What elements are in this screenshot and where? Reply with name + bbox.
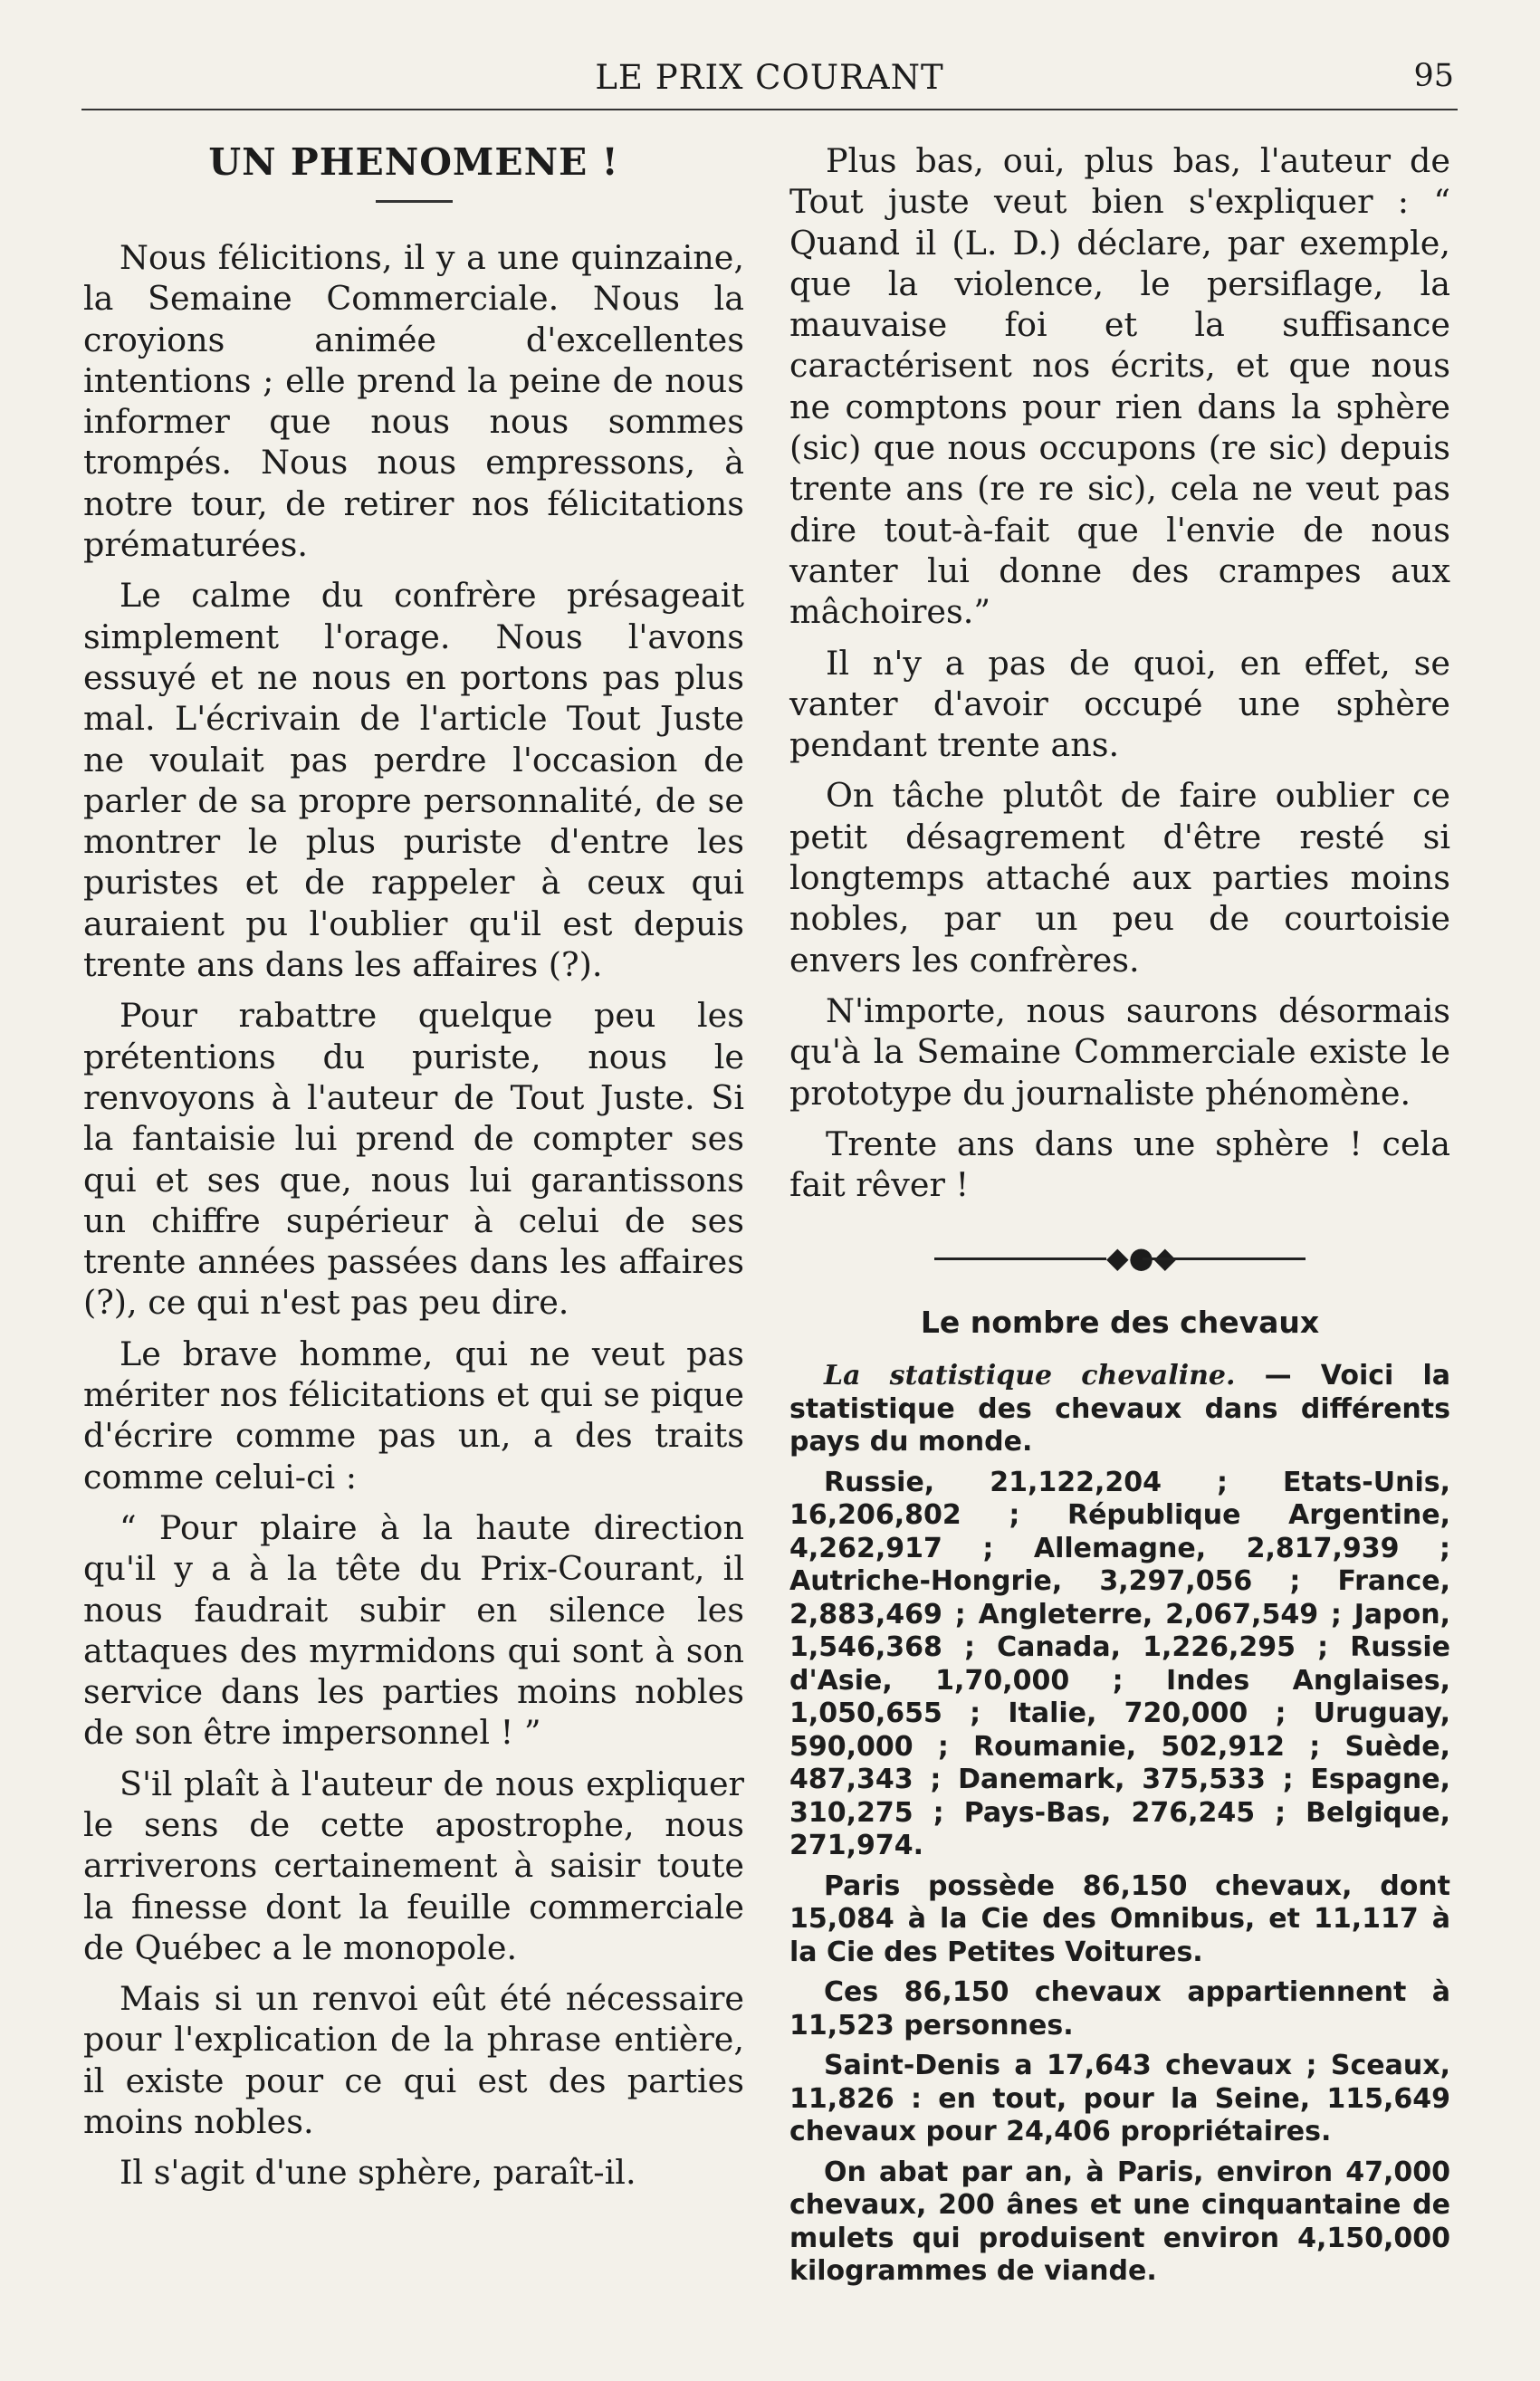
article-paragraph: Nous félicitions, il y a une quinzaine, la Semaine Commerciale. Nous la croyions animée d'excellentes intentions ; elle prend la peine de nous informer que nous nous sommes trompés. Nous nous empressons, à notre tour, de retirer nos félicitations prématurées. bbox=[83, 238, 744, 565]
article-paragraph: On tâche plutôt de faire oublier ce petit désagrement d'être resté si longtemps attaché aux parties moins nobles, par un peu de courtoisie envers les confrères. bbox=[789, 776, 1450, 980]
article-paragraph: S'il plaît à l'auteur de nous expliquer le sens de cette apostrophe, nous arriverons certainement à saisir toute la finesse dont la feuille commerciale de Québec a le monopole. bbox=[83, 1764, 744, 1967]
article-paragraph: Plus bas, oui, plus bas, l'auteur de Tout juste veut bien s'expliquer : “ Quand il (L. D.) déclare, par exemple, que la violence, le persiflage, la mauvaise foi et la suffisance caractérisent nos écrits, et que nous ne comptons pour rien dans la sphère (sic) que nous occupons (re sic) depuis trente ans (re re sic), cela ne veut pas dire tout-à-fait que l'envie de nous vanter lui donne des crampes aux mâchoires.” bbox=[789, 141, 1450, 632]
section-paragraph bbox=[789, 1360, 1450, 1459]
divider-rule-right bbox=[1143, 1257, 1306, 1260]
article-paragraph: Il s'agit d'une sphère, paraît-il. bbox=[120, 2153, 636, 2193]
section-paragraph: Ces 86,150 chevaux appartiennent à 11,523 personnes. bbox=[789, 1976, 1450, 2042]
article-paragraph: Mais si un renvoi eût été nécessaire pour l'explication de la phrase entière, il existe pour ce qui est des parties moins nobles. bbox=[83, 1979, 744, 2142]
article-paragraph: N'importe, nous saurons désormais qu'à la Semaine Commerciale existe le prototype du journaliste phénomène. bbox=[789, 990, 1450, 1113]
article-title: UN PHENOMENE ! bbox=[208, 140, 619, 184]
section-title: Le nombre des chevaux bbox=[920, 1305, 1320, 1341]
article-paragraph: Le brave homme, qui ne veut pas mériter nos félicitations et qui se pique d'écrire comme pas un, a des traits comme celui-ci : bbox=[83, 1334, 744, 1496]
divider-rule-left bbox=[934, 1257, 1106, 1260]
section-divider bbox=[789, 1238, 1450, 1281]
run-in-heading: La statistique chevaline. bbox=[824, 1360, 1236, 1392]
publication-title: LE PRIX COURANT bbox=[595, 58, 944, 97]
article-paragraph: Pour rabattre quelque peu les prétentions du puriste, nous le renvoyons à l'auteur de Tout Juste. Si la fantaisie lui prend de compter ses qui et ses que, nous lui garantissons un chiffre supérieur à celui de ses trente années passées dans les affaires (?), ce qui n'est pas peu dire. bbox=[83, 996, 744, 1323]
divider-ornament-icon: ◆●◆ bbox=[1106, 1240, 1177, 1276]
left-column bbox=[83, 140, 744, 2194]
section-paragraph: On abat par an, à Paris, environ 47,000 chevaux, 200 ânes et une cinquantaine de mulets qui produisent environ 4,150,000 kilogrammes de viande. bbox=[789, 2156, 1450, 2288]
run-in-text: — Voici la statistique des chevaux dans différents pays du monde. bbox=[789, 1360, 1450, 1458]
article-paragraph: Trente ans dans une sphère ! cela fait rêver ! bbox=[789, 1124, 1450, 1205]
right-column bbox=[789, 140, 1450, 2289]
article-paragraph: Le calme du confrère présageait simplement l'orage. Nous l'avons essuyé et ne nous en portons pas plus mal. L'écrivain de l'article Tout Juste ne voulait pas perdre l'occasion de parler de sa propre personnalité, de se montrer le plus puriste d'entre les puristes et de rappeler à ceux qui auraient pu l'oublier qu'il est depuis trente ans dans les affaires (?). bbox=[83, 576, 744, 985]
section-paragraph: Russie, 21,122,204 ; Etats-Unis, 16,206,802 ; République Argentine, 4,262,917 ; Allemagne, 2,817,939 ; Autriche-Hongrie, 3,297,056 ; France, 2,883,469 ; Angleterre, 2,067,549 ; Japon, 1,546,368 ; Canada, 1,226,295 ; Russie d'Asie, 1,70,000 ; Indes Anglaises, 1,050,655 ; Italie, 720,000 ; Uruguay, 590,000 ; Roumanie, 502,912 ; Suède, 487,343 ; Danemark, 375,533 ; Espagne, 310,275 ; Pays-Bas, 276,245 ; Belgique, 271,974. bbox=[789, 1466, 1450, 1862]
page-number: 95 bbox=[1413, 58, 1454, 94]
title-rule bbox=[376, 200, 453, 203]
section-paragraph: Saint-Denis a 17,643 chevaux ; Sceaux, 11,826 : en tout, pour la Seine, 115,649 chevaux pour 24,406 propriétaires. bbox=[789, 2050, 1450, 2148]
article-paragraph: Il n'y a pas de quoi, en effet, se vanter d'avoir occupé une sphère pendant trente ans. bbox=[789, 643, 1450, 765]
quoted-paragraph: “ Pour plaire à la haute direction qu'il y a à la tête du Prix-Courant, il nous faudrait subir en silence les attaques des myrmidons qui sont à son service dans les parties moins nobles de son être impersonnel ! ” bbox=[83, 1507, 744, 1753]
section-paragraph: Paris possède 86,150 chevaux, dont 15,084 à la Cie des Omnibus, et 11,117 à la Cie des Petites Voitures. bbox=[789, 1869, 1450, 1968]
running-header bbox=[81, 53, 1458, 110]
